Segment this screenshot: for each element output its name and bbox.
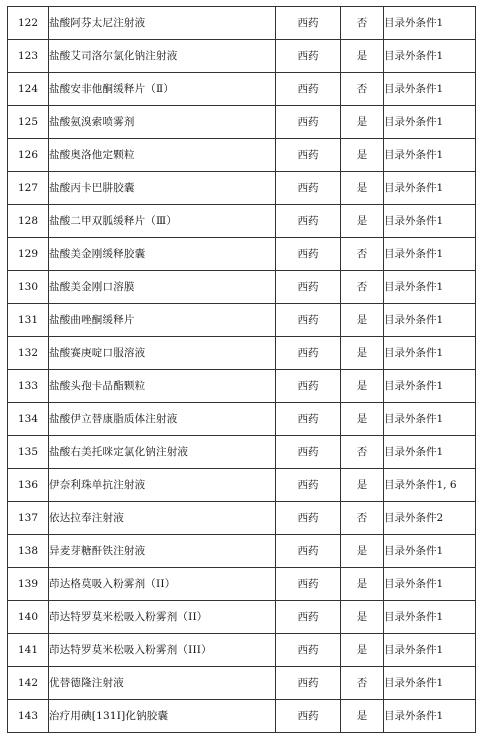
- drug-name: 盐酸美金刚缓释胶囊: [49, 238, 276, 271]
- table-row: [8, 304, 476, 337]
- row-number: 132: [8, 337, 49, 370]
- row-number: 142: [8, 667, 49, 700]
- row-number: 131: [8, 304, 49, 337]
- drug-name: 盐酸美金刚口溶膜: [49, 271, 276, 304]
- condition-note: 目录外条件1: [384, 337, 476, 370]
- drug-name: 盐酸二甲双胍缓释片（Ⅲ）: [49, 205, 276, 238]
- drug-category: 西药: [276, 304, 341, 337]
- row-number: 124: [8, 73, 49, 106]
- insured-flag: 是: [341, 700, 384, 733]
- insured-flag: 是: [341, 40, 384, 73]
- drug-category: 西药: [276, 469, 341, 502]
- condition-note: 目录外条件1: [384, 304, 476, 337]
- condition-note: 目录外条件1, 6: [384, 469, 476, 502]
- drug-category: 西药: [276, 370, 341, 403]
- table-row: [8, 535, 476, 568]
- drug-name: 盐酸丙卡巴肼胶囊: [49, 172, 276, 205]
- condition-note: 目录外条件1: [384, 7, 476, 40]
- insured-flag: 是: [341, 370, 384, 403]
- drug-category: 西药: [276, 205, 341, 238]
- row-number: 141: [8, 634, 49, 667]
- insured-flag: 否: [341, 436, 384, 469]
- row-number: 130: [8, 271, 49, 304]
- row-number: 140: [8, 601, 49, 634]
- drug-name: 盐酸赛庚啶口服溶液: [49, 337, 276, 370]
- condition-note: 目录外条件1: [384, 568, 476, 601]
- drug-name: 茚达格莫吸入粉雾剂（II）: [49, 568, 276, 601]
- condition-note: 目录外条件1: [384, 106, 476, 139]
- drug-category: 西药: [276, 7, 341, 40]
- drug-category: 西药: [276, 139, 341, 172]
- condition-note: 目录外条件1: [384, 601, 476, 634]
- drug-name: 茚达特罗莫米松吸入粉雾剂（II）: [49, 601, 276, 634]
- drug-name: 伊奈利珠单抗注射液: [49, 469, 276, 502]
- condition-note: 目录外条件1: [384, 139, 476, 172]
- drug-name: 优替德隆注射液: [49, 667, 276, 700]
- condition-note: 目录外条件1: [384, 403, 476, 436]
- drug-name: 盐酸安非他酮缓释片（Ⅱ）: [49, 73, 276, 106]
- drug-category: 西药: [276, 73, 341, 106]
- table-row: [8, 370, 476, 403]
- table-row: [8, 502, 476, 535]
- drug-category: 西药: [276, 700, 341, 733]
- drug-name: 盐酸伊立替康脂质体注射液: [49, 403, 276, 436]
- table-row: [8, 469, 476, 502]
- condition-note: 目录外条件1: [384, 370, 476, 403]
- insured-flag: 是: [341, 304, 384, 337]
- table-row: [8, 337, 476, 370]
- table-row: [8, 238, 476, 271]
- row-number: 127: [8, 172, 49, 205]
- condition-note: 目录外条件1: [384, 667, 476, 700]
- insured-flag: 是: [341, 469, 384, 502]
- drug-category: 西药: [276, 403, 341, 436]
- table-row: [8, 106, 476, 139]
- insured-flag: 是: [341, 535, 384, 568]
- drug-name: 依达拉奉注射液: [49, 502, 276, 535]
- row-number: 136: [8, 469, 49, 502]
- insured-flag: 否: [341, 271, 384, 304]
- table-row: [8, 172, 476, 205]
- condition-note: 目录外条件1: [384, 205, 476, 238]
- drug-name: 盐酸头孢卡品酯颗粒: [49, 370, 276, 403]
- insured-flag: 否: [341, 667, 384, 700]
- condition-note: 目录外条件1: [384, 634, 476, 667]
- table-row: [8, 667, 476, 700]
- row-number: 139: [8, 568, 49, 601]
- row-number: 134: [8, 403, 49, 436]
- table-row: [8, 403, 476, 436]
- table-row: [8, 568, 476, 601]
- row-number: 135: [8, 436, 49, 469]
- row-number: 128: [8, 205, 49, 238]
- table-row: [8, 139, 476, 172]
- insured-flag: 否: [341, 73, 384, 106]
- drug-category: 西药: [276, 238, 341, 271]
- insured-flag: 是: [341, 568, 384, 601]
- insured-flag: 是: [341, 172, 384, 205]
- table-row: [8, 40, 476, 73]
- drug-category: 西药: [276, 634, 341, 667]
- insured-flag: 是: [341, 403, 384, 436]
- row-number: 126: [8, 139, 49, 172]
- drug-category: 西药: [276, 337, 341, 370]
- table-row: [8, 634, 476, 667]
- insured-flag: 是: [341, 634, 384, 667]
- condition-note: 目录外条件1: [384, 436, 476, 469]
- drug-name: 盐酸曲唑酮缓释片: [49, 304, 276, 337]
- condition-note: 目录外条件1: [384, 271, 476, 304]
- table-row: [8, 601, 476, 634]
- insured-flag: 否: [341, 502, 384, 535]
- drug-name: 盐酸右美托咪定氯化钠注射液: [49, 436, 276, 469]
- row-number: 133: [8, 370, 49, 403]
- table-row: [8, 700, 476, 733]
- drug-name: 茚达特罗莫米松吸入粉雾剂（III）: [49, 634, 276, 667]
- condition-note: 目录外条件1: [384, 73, 476, 106]
- table-row: [8, 73, 476, 106]
- condition-note: 目录外条件1: [384, 535, 476, 568]
- insured-flag: 是: [341, 106, 384, 139]
- drug-category: 西药: [276, 436, 341, 469]
- row-number: 123: [8, 40, 49, 73]
- row-number: 138: [8, 535, 49, 568]
- table-row: [8, 436, 476, 469]
- drug-name: 盐酸艾司洛尔氯化钠注射液: [49, 40, 276, 73]
- drug-category: 西药: [276, 601, 341, 634]
- condition-note: 目录外条件1: [384, 40, 476, 73]
- row-number: 122: [8, 7, 49, 40]
- row-number: 129: [8, 238, 49, 271]
- drug-category: 西药: [276, 271, 341, 304]
- insured-flag: 是: [341, 337, 384, 370]
- insured-flag: 是: [341, 601, 384, 634]
- drug-name: 治疗用碘[131I]化钠胶囊: [49, 700, 276, 733]
- drug-category: 西药: [276, 535, 341, 568]
- drug-category: 西药: [276, 667, 341, 700]
- drug-category: 西药: [276, 172, 341, 205]
- drug-name: 盐酸氨溴索喷雾剂: [49, 106, 276, 139]
- drug-list-table: [7, 6, 476, 733]
- table-row: [8, 271, 476, 304]
- insured-flag: 是: [341, 205, 384, 238]
- drug-name: 盐酸奥洛他定颗粒: [49, 139, 276, 172]
- row-number: 125: [8, 106, 49, 139]
- drug-category: 西药: [276, 40, 341, 73]
- insured-flag: 否: [341, 238, 384, 271]
- drug-category: 西药: [276, 106, 341, 139]
- condition-note: 目录外条件1: [384, 172, 476, 205]
- table-body: [8, 7, 476, 733]
- table-row: [8, 7, 476, 40]
- condition-note: 目录外条件2: [384, 502, 476, 535]
- row-number: 143: [8, 700, 49, 733]
- drug-category: 西药: [276, 568, 341, 601]
- condition-note: 目录外条件1: [384, 700, 476, 733]
- table-row: [8, 205, 476, 238]
- drug-name: 盐酸阿芬太尼注射液: [49, 7, 276, 40]
- insured-flag: 是: [341, 139, 384, 172]
- row-number: 137: [8, 502, 49, 535]
- insured-flag: 否: [341, 7, 384, 40]
- drug-name: 异麦芽糖酐铁注射液: [49, 535, 276, 568]
- drug-category: 西药: [276, 502, 341, 535]
- condition-note: 目录外条件1: [384, 238, 476, 271]
